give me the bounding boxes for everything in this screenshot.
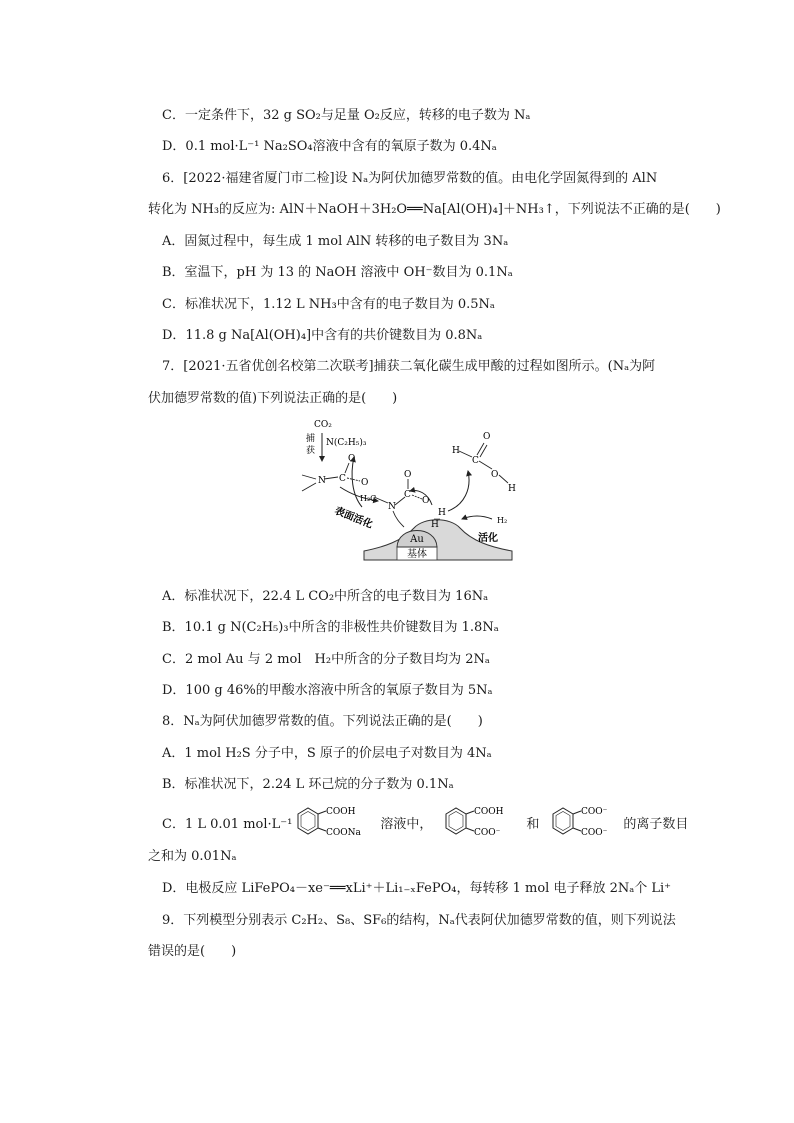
product-arrow: [448, 471, 469, 511]
svg-text:O: O: [404, 470, 412, 480]
q7-option-a: A．标准状况下，22.4 L CO₂中所含的电子数目为 16Nₐ: [162, 589, 489, 604]
q6-option-d: D．11.8 g Na[Al(OH)₄]中含有的共价键数目为 0.8Nₐ: [162, 328, 483, 343]
svg-text:COOH: COOH: [474, 807, 504, 817]
q7-stem-cont: 伏加德罗常数的值)下列说法正确的是( ): [148, 391, 398, 406]
svg-text:O: O: [348, 454, 356, 464]
svg-text:N: N: [318, 476, 326, 486]
q8-c-prefix: C．1 L 0.01 mol·L⁻¹: [162, 816, 293, 832]
q8-option-a: A．1 mol H₂S 分子中，S 原子的价层电子对数目为 4Nₐ: [162, 746, 492, 761]
svg-text:COONa: COONa: [326, 828, 362, 838]
phthalate-ion-structure: [547, 802, 623, 842]
q8-c-solution: 溶液中，: [380, 816, 433, 832]
substrate-label: 基体: [407, 549, 427, 560]
svg-text:C: C: [404, 490, 411, 500]
q9-stem-cont: 错误的是( ): [148, 944, 237, 959]
hydrogen-phthalate-ion-structure: [440, 802, 520, 842]
q8-option-b: B．标准状况下，2.24 L 环己烷的分子数为 0.1Nₐ: [162, 777, 454, 792]
q8-c-suffix: 的离子数目: [623, 816, 689, 832]
q7-option-c: C．2 mol Au 与 2 mol H₂中所含的分子数目均为 2Nₐ: [162, 652, 490, 667]
svg-text:COO⁻: COO⁻: [474, 828, 501, 838]
svg-text:COO⁻: COO⁻: [581, 828, 608, 838]
line-c5: C．一定条件下，32 g SO₂与足量 O₂反应，转移的电子数为 Nₐ: [162, 108, 531, 123]
svg-text:H: H: [452, 446, 460, 456]
q6-option-c: C．标准状况下，1.12 L NH₃中含有的电子数目为 0.5Nₐ: [162, 297, 495, 312]
svg-text:C: C: [339, 474, 346, 484]
svg-text:O: O: [361, 478, 369, 488]
hydrogen-phthalate-sodium-structure: [292, 802, 380, 842]
activation-arrow: [462, 516, 492, 519]
q7-option-d: D．100 g 46%的甲酸水溶液中所含的氧原子数目为 5Nₐ: [162, 683, 493, 698]
svg-text:获: 获: [306, 446, 316, 456]
svg-text:COOH: COOH: [326, 807, 356, 817]
h2-label: H₂: [497, 516, 508, 525]
q9-stem: 9．下列模型分别表示 C₂H₂、S₈、SF₆的结构，Nₐ代表阿伏加德罗常数的值，则下列说法: [162, 913, 676, 928]
svg-text:H₂C: H₂C: [360, 494, 377, 503]
co2-capture-diagram: [292, 415, 530, 565]
svg-text:N: N: [388, 502, 396, 512]
svg-text:H: H: [508, 484, 516, 494]
surface-activation-label: 表面活化: [332, 505, 375, 531]
q7-stem: 7．[2021·五省优创名校第二次联考]捕获二氧化碳生成甲酸的过程如图所示。(Nₐ为阿: [162, 359, 656, 374]
svg-text:捕: 捕: [306, 434, 316, 444]
svg-text:O: O: [483, 432, 491, 442]
q7-option-b: B．10.1 g N(C₂H₅)₃中所含的非极性共价键数目为 1.8Nₐ: [162, 620, 499, 635]
line-d5: D．0.1 mol·L⁻¹ Na₂SO₄溶液中含有的氧原子数为 0.4Nₐ: [162, 139, 497, 154]
h-atom-right: H: [431, 520, 439, 530]
q6-stem-cont: 转化为 NH₃的反应为: AlN＋NaOH＋3H₂O══Na[Al(OH)₄]＋NH₃↑，下列说法不正确的是( ): [148, 202, 721, 217]
svg-text:O: O: [491, 470, 499, 480]
q8-option-d: D．电极反应 LiFePO₄－xe⁻══xLi⁺＋Li₁₋ₓFePO₄，每转移 1 mol 电子释放 2Nₐ个 Li⁺: [162, 881, 672, 896]
q8-option-c: [162, 800, 688, 844]
au-label: Au: [410, 534, 424, 545]
co2-label: CO₂: [314, 420, 332, 430]
svg-text:O: O: [422, 496, 430, 506]
q8-option-c-cont: 之和为 0.01Nₐ: [148, 849, 237, 864]
h-atom-left: H: [438, 508, 446, 518]
amine-label: N(C₂H₅)₃: [326, 438, 367, 448]
svg-text:C: C: [472, 456, 479, 466]
q8-stem: 8．Nₐ为阿伏加德罗常数的值。下列说法正确的是( ): [162, 714, 483, 729]
svg-text:COO⁻: COO⁻: [581, 807, 608, 817]
q6-option-a: A．固氮过程中，每生成 1 mol AlN 转移的电子数目为 3Nₐ: [162, 234, 509, 249]
q6-stem: 6．[2022·福建省厦门市二检]设 Nₐ为阿伏加德罗常数的值。由电化学固氮得到的 AlN: [162, 171, 658, 186]
q8-c-and: 和: [526, 816, 540, 832]
activation-label: 活化: [478, 533, 498, 544]
q6-option-b: B．室温下，pH 为 13 的 NaOH 溶液中 OH⁻数目为 0.1Nₐ: [162, 265, 513, 280]
